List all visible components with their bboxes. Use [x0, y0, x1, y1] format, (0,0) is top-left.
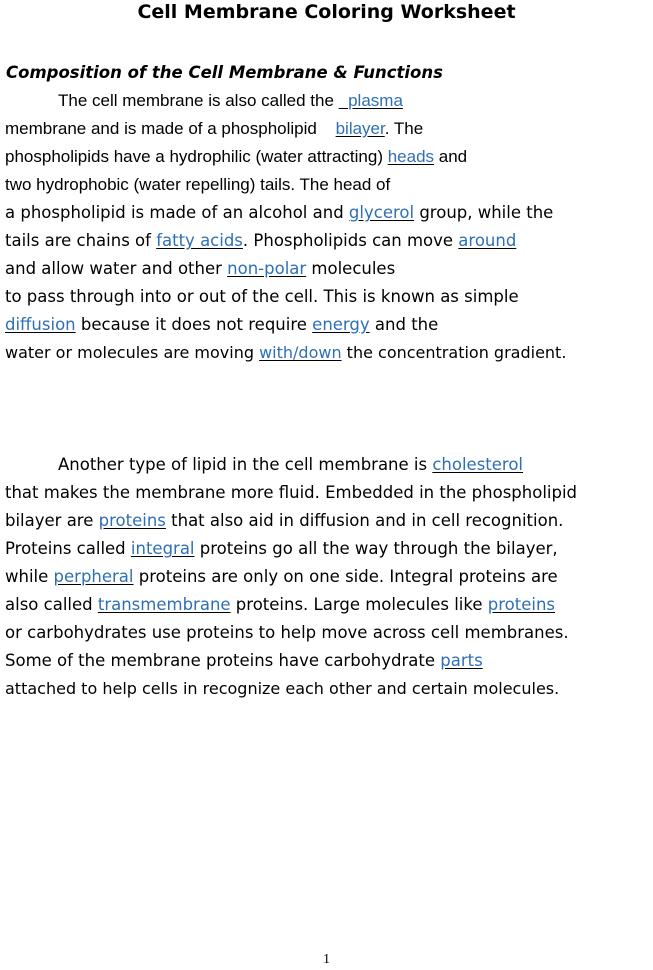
- text: The cell membrane is also called the: [58, 91, 339, 110]
- text: also called: [5, 595, 98, 614]
- answer-integral: integral: [130, 539, 195, 558]
- page-title: Cell Membrane Coloring Worksheet: [137, 1, 516, 23]
- para1-line3: [5, 146, 467, 168]
- para1-line8: [5, 286, 519, 308]
- answer-proteins-2: proteins: [487, 595, 556, 614]
- text: attached to help cells in recognize each other and certain molecules.: [5, 679, 560, 698]
- para2-line7: [5, 622, 569, 644]
- text: a phospholipid is made of an alcohol and: [5, 203, 349, 222]
- page-number: 1: [323, 952, 330, 967]
- text: and the: [369, 315, 439, 334]
- para2-line6: [5, 594, 555, 616]
- para2-line3: [5, 510, 563, 532]
- para1-line7: [5, 258, 395, 280]
- para1-line9: [5, 314, 438, 336]
- text: group, while the: [414, 203, 554, 222]
- text: and: [434, 147, 468, 166]
- para1-line4: [5, 174, 390, 196]
- text: phospholipids have a hydrophilic (water attracting): [5, 147, 388, 166]
- text: molecules: [306, 259, 396, 278]
- answer-heads: heads: [387, 147, 435, 166]
- text: . Phospholipids can move: [242, 231, 459, 250]
- answer-parts: parts: [440, 651, 483, 670]
- answer-proteins: proteins: [98, 511, 166, 530]
- answer-fatty-acids: fatty acids: [156, 231, 243, 250]
- text: tails are chains of: [5, 231, 157, 250]
- answer-transmembrane: transmembrane: [97, 595, 231, 614]
- text: that also aid in diffusion and in cell recognition.: [165, 511, 564, 530]
- para2-line9: [5, 678, 559, 700]
- answer-around: around: [458, 231, 517, 250]
- blank-pad: [339, 91, 348, 110]
- text: . The: [384, 119, 424, 138]
- text: two hydrophobic (water repelling) tails. The head of: [5, 175, 391, 194]
- text: Some of the membrane proteins have carbohydrate: [5, 651, 441, 670]
- text: Another type of lipid in the cell membrane is: [58, 455, 433, 474]
- answer-cholesterol: cholesterol: [432, 455, 524, 474]
- para1-line6: [5, 230, 516, 252]
- text: that makes the membrane more fluid. Embedded in the phospholipid: [5, 483, 578, 502]
- answer-glycerol: glycerol: [348, 203, 415, 222]
- text: to pass through into or out of the cell. This is known as simple: [5, 287, 519, 306]
- answer-diffusion: diffusion: [5, 315, 76, 334]
- text: while: [5, 567, 54, 586]
- text: and allow water and other: [5, 259, 228, 278]
- text: proteins are only on one side. Integral proteins are: [133, 567, 558, 586]
- answer-non-polar: non-polar: [227, 259, 307, 278]
- para2-line1: [58, 454, 523, 476]
- text: or carbohydrates use proteins to help move across cell membranes.: [5, 623, 569, 642]
- text: water or molecules are moving: [5, 343, 260, 362]
- text: bilayer are: [5, 511, 99, 530]
- answer-with-down: with/down: [259, 343, 342, 362]
- text: because it does not require: [75, 315, 313, 334]
- para2-line4: [5, 538, 558, 560]
- para1-line5: [5, 202, 553, 224]
- para1-line2: [5, 118, 423, 140]
- section-heading: Composition of the Cell Membrane & Functions: [6, 63, 443, 82]
- answer-perpheral: perpheral: [53, 567, 134, 586]
- answer-bilayer: bilayer: [335, 119, 385, 138]
- para1-line1: [58, 90, 403, 112]
- text: proteins go all the way through the bilayer,: [194, 539, 558, 558]
- answer-plasma: plasma: [348, 91, 403, 110]
- para2-line8: [5, 650, 483, 672]
- para2-line5: [5, 566, 558, 588]
- para2-line2: [5, 482, 577, 504]
- text: the concentration gradient.: [341, 343, 567, 362]
- answer-energy: energy: [312, 315, 370, 334]
- para1-line10: [5, 342, 566, 364]
- text: Proteins called: [5, 539, 131, 558]
- text: proteins. Large molecules like: [230, 595, 488, 614]
- text: membrane and is made of a phospholipid: [5, 119, 322, 138]
